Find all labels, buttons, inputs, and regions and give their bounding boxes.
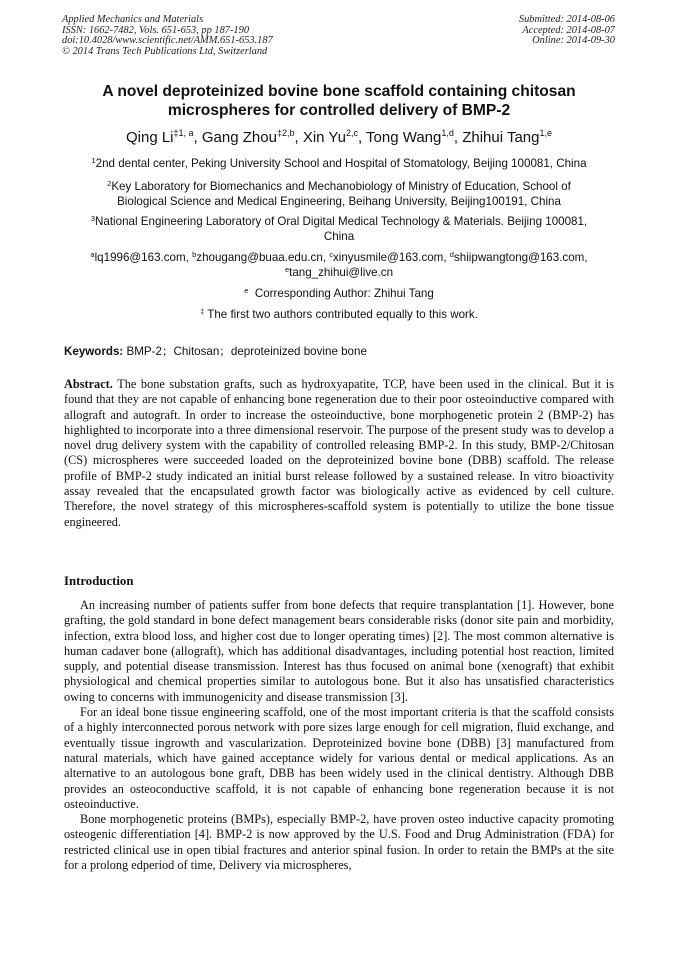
author-mark: 1,d xyxy=(441,128,454,138)
keywords xyxy=(64,344,367,359)
paper-title xyxy=(60,82,618,120)
email-mark: e xyxy=(284,265,290,275)
journal-copyright: © 2014 Trans Tech Publications Ltd, Switzerland xyxy=(62,45,268,57)
affiliation-text: China xyxy=(323,230,355,244)
note-mark: ‡ xyxy=(200,307,205,316)
paragraph: Bone morphogenetic proteins (BMPs), especially BMP-2, have proven osteo inductive capacity promoting osteogenic differentiation [4]. BMP-2 is now approved by the U.S. Food and Drug Administration (FDA) for restricted clinical use in open tibial fractures and anterior spinal fusion. In order to retain the BMPs at the site for a prolong edperiod of time, Delivery via microspheres, xyxy=(64,812,614,873)
abstract xyxy=(64,377,614,530)
email-mark: d xyxy=(449,250,454,259)
affiliation-text: National Engineering Laboratory of Oral Digital Medical Technology & Materials. Beijing 100081, xyxy=(95,215,588,228)
affiliation-2 xyxy=(62,179,616,209)
author-name: Xin Yu xyxy=(302,129,346,146)
email-mark: c xyxy=(329,250,333,259)
submitted-date: Submitted: 2014-08-06 xyxy=(518,14,615,25)
author-mark: ‡2,b xyxy=(276,128,295,138)
journal-name: Applied Mechanics and Materials xyxy=(62,14,204,25)
author-name: Qing Li xyxy=(125,129,174,146)
introduction-body xyxy=(64,598,614,873)
note-text: Corresponding Author: Zhihui Tang xyxy=(254,287,434,300)
note-text: The first two authors contributed equally to this work. xyxy=(207,308,478,321)
email-link[interactable]: lq1996@163.com, xyxy=(94,251,193,264)
affiliation-text: Biological Science and Medical Engineering, Beihang University, Beijing100191, China xyxy=(117,195,561,209)
section-heading-introduction: Introduction xyxy=(64,574,134,588)
author-mark: 1,e xyxy=(539,128,553,138)
corresponding-author-note xyxy=(62,286,616,301)
equal-contribution-note xyxy=(62,307,616,322)
online-date: Online: 2014-09-30 xyxy=(532,35,615,47)
email-mark: b xyxy=(192,250,197,259)
journal-doi: doi:10.4028/www.scientific.net/AMM.651-653.187 xyxy=(62,35,273,47)
author-name: Gang Zhou xyxy=(201,129,277,146)
affiliation-text: 2nd dental center, Peking University School and Hospital of Stomatology, Beijing 100081, China xyxy=(95,157,587,170)
author-mark: ‡1, a xyxy=(173,128,194,138)
title-line-1: A novel deproteinized bovine bone scaffold containing chitosan xyxy=(102,83,576,100)
affiliation-1 xyxy=(62,156,616,171)
accepted-date: Accepted: 2014-08-07 xyxy=(522,24,615,36)
keywords-label: Keywords: xyxy=(64,345,124,358)
email-list xyxy=(62,250,616,280)
email-link[interactable]: tang_zhihui@live.cn xyxy=(289,266,394,280)
affiliation-3 xyxy=(62,214,616,244)
journal-info xyxy=(62,15,273,57)
author-list: Qing Li$^{\ddagger 1, a}$, Gang Zhou$^{\ddagger 2,b}$, Xin Yu$^{2,c}$, Tong Wang$^{1,d}$, Zhihui Tang$^{1,e}$ xyxy=(125,128,553,146)
journal-issn: ISSN: 1662-7482, Vols. 651-653, pp 187-190 xyxy=(62,24,250,36)
affiliation-mark: 2 xyxy=(107,179,112,188)
email-mark: a xyxy=(90,250,95,259)
email-link[interactable]: shiipwangtong@163.com, xyxy=(453,251,588,264)
email-link[interactable]: zhougang@buaa.edu.cn, xyxy=(196,251,330,264)
affiliation-mark: 1 xyxy=(91,156,96,165)
keywords-text: BMP-2；Chitosan；deproteinized bovine bone xyxy=(126,345,367,358)
affiliation-text: Key Laboratory for Biomechanics and Mechanobiology of Ministry of Education, School of xyxy=(111,180,571,193)
author-mark: 2,c xyxy=(345,128,358,138)
submission-dates xyxy=(519,15,615,47)
paragraph: For an ideal bone tissue engineering scaffold, one of the most important criteria is that the scaffold consists of a highly interconnected porous network with pore sizes large enough for cell migration, fluid exchange, and eventually tissue ingrowth and vascularization. Deproteinized bovine bone (DBB) [3] manufactured from natural materials, which have gained acceptance widely for various dental or medical applications. As an alternative to an autologous bone graft, DBB has been widely used in the clinical dentistry. Although DBB provides an osteoconductive scaffold, it is not capable of enhancing bone regeneration because it is not osteoinductive. xyxy=(64,705,614,811)
email-link[interactable]: xinyusmile@163.com, xyxy=(332,251,450,264)
affiliation-mark: 3 xyxy=(90,214,95,223)
paragraph: An increasing number of patients suffer from bone defects that require transplantation [1]. However, bone grafting, the gold standard in bone defect management bears considerable risks (donor site pain and morbidity, infection, extra blood loss, and higher cost due to longer operating times) [2]. The most common alternative is human cadaver bone (allograft), which has additional disadvantages, including potential host reaction, limited supply, and potential disease transmission. Interest has thus focused on animal bone (xenograft) that exhibit physiological and chemical properties similar to autologous bone. But it also has unsatisfied characteristics owing to concerns with immunogenicity and disease transmission [3]. xyxy=(64,598,614,704)
title-line-2: microspheres for controlled delivery of BMP-2 xyxy=(167,102,511,119)
author-name: Tong Wang xyxy=(366,129,442,146)
abstract-text: The bone substation grafts, such as hydroxyapatite, TCP, have been used in the clinical. But it is found that they are not capable of enhancing bone regeneration due to their poor osteoinductive compared with allograft and autograft. In order to increase the osteoinductive, bone morphogenetic protein 2 (BMP-2) has highlighted to incorporate into a three dimensional reservoir. The purpose of the present study was to develop a novel drug delivery system with the capability of controlled releasing BMP-2. In this study, BMP-2/Chitosan (CS) microspheres were succeeded loaded on the deproteinized bovine bone (DBB) scaffold. The release profile of BMP-2 study indicated an initial burst release followed by a sustained release. In vitro bioactivity assay revealed that the encapsulated growth factor was biologically active as evidenced by cell culture. Therefore, the novel strategy of this microspheres-scaffold system is potentially to utilize the bone tissue engineered. xyxy=(64,377,614,529)
abstract-label: Abstract. xyxy=(64,377,113,391)
note-mark: e xyxy=(244,286,249,295)
author-name: Zhihui Tang xyxy=(462,129,540,146)
